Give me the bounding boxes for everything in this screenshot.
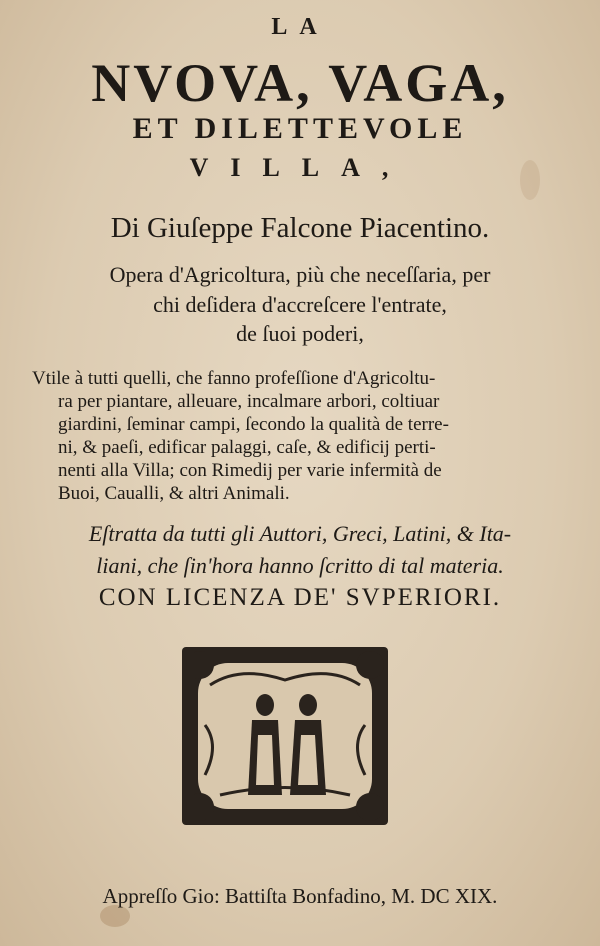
description-line: Buoi, Caualli, & altri Animali.: [58, 483, 290, 504]
woodcut-printer-device: [180, 645, 390, 827]
sources-line: liani, che ſin'hora hanno ſcritto di tal materia.: [96, 553, 504, 578]
title-line-la: LA: [271, 14, 329, 40]
description-line: ni, & paeſi, edificar palaggi, caſe, & edificij perti-: [58, 437, 436, 458]
imprint-line: Appreſſo Gio: Battiſta Bonfadino, M. DC XIX.: [102, 884, 498, 908]
description-line: nenti alla Villa; con Rimedij per varie infermità de: [58, 460, 442, 481]
subtitle-line: chi deſidera d'accreſcere l'entrate,: [153, 292, 447, 317]
subtitle-line: Opera d'Agricoltura, più che neceſſaria, per: [109, 262, 491, 287]
title-line-dilettevole: ET DILETTEVOLE: [132, 112, 468, 145]
sources-line: Eſtratta da tutti gli Auttori, Greci, Latini, & Ita-: [88, 521, 512, 546]
subtitle-line: de ſuoi poderi,: [236, 321, 364, 346]
title-line-villa: VILLA,: [189, 153, 411, 182]
title-line-nuova-vaga: NVOVA, VAGA,: [91, 53, 509, 113]
author-line: Di Giuſeppe Falcone Piacentino.: [110, 212, 490, 244]
description-line: ra per piantare, alleuare, incalmare arbori, coltiuar: [58, 391, 440, 412]
description-line: giardini, ſeminar campi, ſecondo la qualità de terre-: [58, 414, 449, 435]
license-line: CON LICENZA DE' SVPERIORI.: [98, 584, 502, 611]
description-line: Vtile à tutti quelli, che fanno profeſſione d'Agricoltu-: [32, 368, 436, 389]
